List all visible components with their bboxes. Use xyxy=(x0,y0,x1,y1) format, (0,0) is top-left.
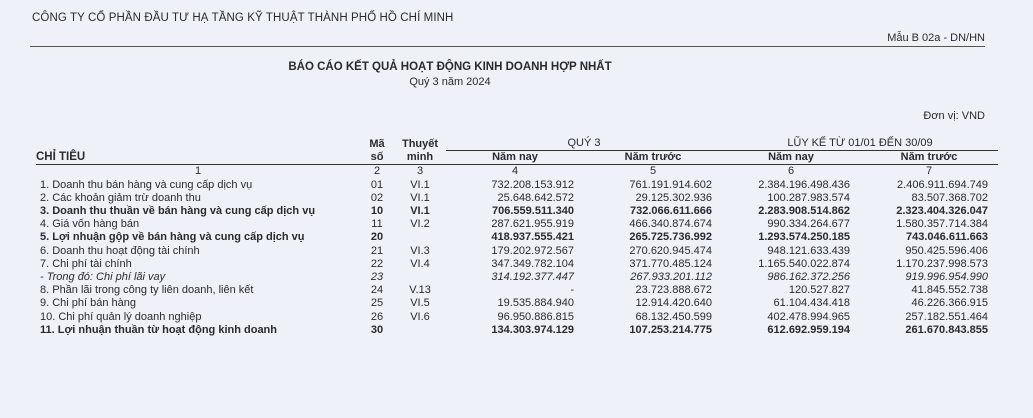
row-ytd-this-year: 986.162.372.256 xyxy=(767,270,850,283)
col-header-ytd-this-year: Năm nay xyxy=(722,151,860,165)
row-q3-this-year: 25.648.642.572 xyxy=(497,191,574,204)
row-q3-this-year: 347.349.782.104 xyxy=(491,257,574,270)
table-row xyxy=(36,218,998,231)
row-ytd-last-year: 2.323.404.326.047 xyxy=(896,205,988,218)
row-ytd-this-year: 2.283.908.514.862 xyxy=(758,205,850,218)
row-note xyxy=(394,324,446,337)
row-ytd-last-year: 950.425.596.406 xyxy=(905,244,988,257)
col-header-q3-this-year: Năm nay xyxy=(446,151,584,165)
row-note: VI.2 xyxy=(410,218,430,231)
col-number: 4 xyxy=(511,165,519,178)
row-code: 23 xyxy=(370,270,384,283)
col-number: 3 xyxy=(416,165,424,178)
col-header-q3-last-year: Năm trước xyxy=(584,151,722,165)
row-note: VI.1 xyxy=(410,205,430,218)
row-q3-this-year: 418.937.555.421 xyxy=(491,231,574,244)
row-q3-last-year: 732.066.611.666 xyxy=(630,205,712,218)
row-code: 24 xyxy=(370,284,384,297)
group-header-ytd: LŨY KẾ TỪ 01/01 ĐẾN 30/09 xyxy=(722,137,998,151)
row-ytd-last-year: 919.996.954.990 xyxy=(905,270,988,283)
row-code: 26 xyxy=(370,310,384,323)
row-label: 8. Phần lãi trong công ty liên doanh, liên kết xyxy=(40,284,254,297)
row-ytd-last-year: 1.580.357.714.384 xyxy=(896,218,988,231)
column-number-row xyxy=(36,165,998,178)
row-label: 1. Doanh thu bán hàng và cung cấp dịch vụ xyxy=(40,178,253,191)
report-title: BÁO CÁO KẾT QUẢ HOẠT ĐỘNG KINH DOANH HỢP NHẤT xyxy=(288,61,612,73)
row-label: 2. Các khoản giảm trừ doanh thu xyxy=(40,191,201,204)
row-q3-last-year: 270.620.945.474 xyxy=(629,244,712,257)
row-ytd-last-year: 743.046.611.663 xyxy=(906,231,988,244)
row-label: 10. Chi phí quản lý doanh nghiệp xyxy=(40,310,202,323)
row-label: 4. Giá vốn hàng bán xyxy=(40,218,140,231)
row-q3-last-year: 267.933.201.112 xyxy=(630,270,712,283)
table-row xyxy=(36,297,998,310)
col-number: 1 xyxy=(194,165,202,178)
row-ytd-last-year: 41.845.552.738 xyxy=(911,284,988,297)
row-code: 22 xyxy=(370,257,384,270)
col-note-label-2: minh xyxy=(394,151,446,165)
row-label: 5. Lợi nhuận gộp về bán hàng và cung cấp dịch vụ xyxy=(40,231,305,244)
col-code-label-1: Mã xyxy=(369,137,385,150)
col-header-ytd-last-year: Năm trước xyxy=(860,151,998,165)
row-ytd-this-year: 948.121.633.439 xyxy=(767,244,850,257)
row-ytd-this-year: 402.478.994.965 xyxy=(767,310,850,323)
row-note: V.13 xyxy=(409,284,431,297)
row-ytd-this-year: 100.287.983.574 xyxy=(767,191,850,204)
table-row xyxy=(36,245,998,258)
col-number: 6 xyxy=(787,165,795,178)
row-q3-this-year: 179.202.972.567 xyxy=(491,244,574,257)
row-ytd-this-year: 61.104.434.418 xyxy=(773,297,850,310)
row-note: VI.4 xyxy=(410,257,430,270)
row-code: 11 xyxy=(371,218,383,231)
table-row xyxy=(36,258,998,271)
table-row xyxy=(36,231,998,244)
row-label: 3. Doanh thu thuần về bán hàng và cung cấp dịch vụ xyxy=(40,205,316,218)
row-q3-this-year: 732.208.153.912 xyxy=(491,178,574,191)
row-note xyxy=(394,271,446,284)
row-ytd-last-year: 257.182.551.464 xyxy=(905,310,988,323)
company-name: CÔNG TY CỔ PHẦN ĐẦU TƯ HẠ TẦNG KỸ THUẬT THÀNH PHỐ HỒ CHÍ MINH xyxy=(32,12,454,24)
table-row xyxy=(36,179,998,192)
table-row xyxy=(36,205,998,218)
header-divider xyxy=(30,46,985,47)
row-note: VI.6 xyxy=(410,310,430,323)
header-row-1 xyxy=(36,137,998,151)
col-code-label-2: số xyxy=(360,151,394,165)
table-row xyxy=(36,271,998,284)
row-note: VI.1 xyxy=(410,191,430,204)
row-ytd-this-year: 1.293.574.250.185 xyxy=(758,231,850,244)
row-q3-this-year: 19.535.884.940 xyxy=(497,297,574,310)
row-q3-last-year: 23.723.888.672 xyxy=(635,284,712,297)
row-note: VI.5 xyxy=(410,297,430,310)
row-ytd-this-year: 120.527.827 xyxy=(788,284,850,297)
table-row xyxy=(36,284,998,297)
report-period: Quý 3 năm 2024 xyxy=(409,76,491,88)
row-code: 25 xyxy=(370,297,384,310)
table-row xyxy=(36,192,998,205)
row-q3-last-year: 466.340.874.674 xyxy=(629,218,712,231)
row-label: 11. Lợi nhuận thuần từ hoạt động kinh doanh xyxy=(40,323,277,336)
row-label: 9. Chi phí bán hàng xyxy=(40,297,137,310)
income-statement-table xyxy=(36,137,998,337)
row-q3-last-year: 371.770.485.124 xyxy=(629,257,712,270)
table-row xyxy=(36,324,998,337)
row-note: VI.3 xyxy=(410,244,430,257)
currency-unit: Đơn vị: VND xyxy=(923,110,985,122)
row-ytd-this-year: 2.384.196.498.436 xyxy=(758,178,850,191)
row-q3-this-year: 287.621.955.919 xyxy=(491,218,574,231)
form-code: Mẫu B 02a - DN/HN xyxy=(887,32,985,44)
row-ytd-this-year: 1.165.540.022.874 xyxy=(758,257,850,270)
row-label: - Trong đó: Chi phí lãi vay xyxy=(40,270,166,283)
row-ytd-last-year: 1.170.237.998.573 xyxy=(896,257,988,270)
row-note: VI.1 xyxy=(410,178,430,191)
row-q3-last-year: 29.125.302.936 xyxy=(635,191,712,204)
row-note xyxy=(394,231,446,244)
col-number: 5 xyxy=(649,165,657,178)
group-header-q3: QUÝ 3 xyxy=(446,137,722,151)
row-q3-last-year: 761.191.914.602 xyxy=(629,178,712,191)
row-code: 20 xyxy=(370,231,384,244)
row-ytd-last-year: 261.670.843.855 xyxy=(905,323,988,336)
col-header-item: CHỈ TIÊU xyxy=(36,151,360,165)
col-number: 2 xyxy=(373,165,381,178)
col-note-label-1: Thuyết xyxy=(401,137,439,150)
header-row-2 xyxy=(36,151,998,165)
row-q3-last-year: 68.132.450.599 xyxy=(635,310,712,323)
col-number: 7 xyxy=(925,165,933,178)
row-label: 6. Doanh thu hoạt động tài chính xyxy=(40,244,200,257)
row-q3-this-year: 96.950.886.815 xyxy=(497,310,574,323)
row-q3-this-year: - xyxy=(570,284,574,297)
row-code: 30 xyxy=(370,323,384,336)
row-code: 21 xyxy=(370,244,384,257)
row-q3-this-year: 134.303.974.129 xyxy=(491,323,574,336)
row-q3-this-year: 314.192.377.447 xyxy=(491,270,574,283)
row-code: 01 xyxy=(370,178,384,191)
row-q3-last-year: 12.914.420.640 xyxy=(635,297,712,310)
row-q3-last-year: 265.725.736.992 xyxy=(629,231,712,244)
row-ytd-last-year: 2.406.911.694.749 xyxy=(897,178,988,191)
table-row xyxy=(36,310,998,323)
row-ytd-this-year: 612.692.959.194 xyxy=(767,323,850,336)
row-ytd-this-year: 990.334.264.677 xyxy=(767,218,850,231)
row-label: 7. Chi phí tài chính xyxy=(40,257,132,270)
row-q3-this-year: 706.559.511.340 xyxy=(492,205,574,218)
row-q3-last-year: 107.253.214.775 xyxy=(629,323,712,336)
row-ytd-last-year: 83.507.368.702 xyxy=(911,191,988,204)
row-ytd-last-year: 46.226.366.915 xyxy=(911,297,988,310)
row-code: 02 xyxy=(370,191,384,204)
row-code: 10 xyxy=(370,205,384,218)
